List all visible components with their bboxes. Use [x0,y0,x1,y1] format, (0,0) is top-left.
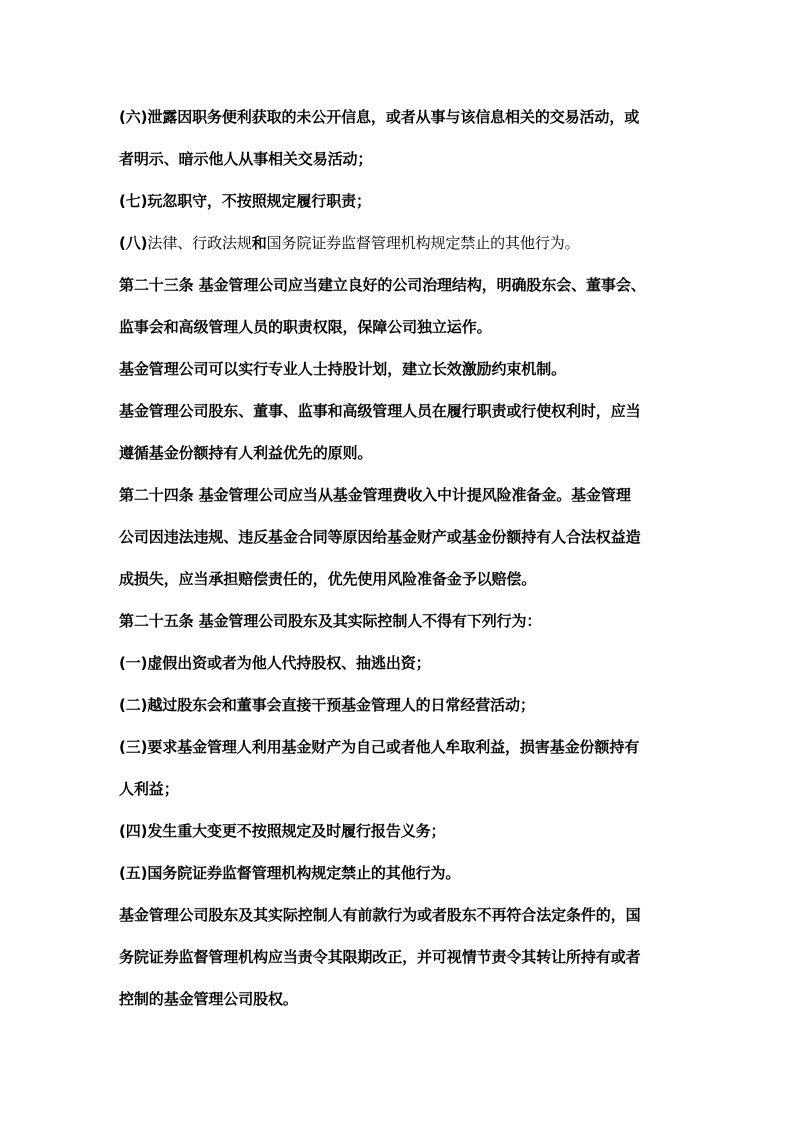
text-line: (五)国务院证券监督管理机构规定禁止的其他行为。 [119,864,461,882]
article-heading-line: 第二十四条 基金管理公司应当从基金管理费收入中计提风险准备金。基金管理 [119,486,631,504]
text-line: 务院证券监督管理机构应当责令其限期改正，并可视情节责令其转让所持有或者 [119,948,641,966]
text-line: (二)越过股东会和董事会直接干预基金管理人的日常经营活动； [119,696,535,714]
text-line: 监事会和高级管理人员的职责权限，保障公司独立运作。 [119,318,492,336]
text-line: 成损失，应当承担赔偿责任的，优先使用风险准备金予以赔偿。 [119,570,537,588]
text-segment: 国务院证券监督管理机构规定禁止的其他行为。 [266,234,580,252]
text-line: (七)玩忽职守，不按照规定履行职责； [119,192,371,210]
text-line: (一)虚假出资或者为他人代持股权、抽逃出资； [119,654,431,672]
document-body [119,104,675,1028]
text-segment: 法律、行政法规 [147,234,252,252]
text-segment-bold: 和 [251,234,267,252]
text-line: 控制的基金管理公司股权。 [119,990,298,1008]
text-line: 基金管理公司股东及其实际控制人有前款行为或者股东不再符合法定条件的，国 [119,906,641,924]
text-line: 人利益； [119,780,179,798]
text-line: (四)发生重大变更不按照规定及时履行报告义务； [119,822,446,840]
text-line: 公司因违法违规、违反基金合同等原因给基金财产或基金份额持有人合法权益造 [119,528,641,546]
article-heading-line: 第二十五条 基金管理公司股东及其实际控制人不得有下列行为： [119,612,542,630]
text-line: 者明示、暗示他人从事相关交易活动； [119,150,373,168]
text-line: 遵循基金份额持有人利益优先的原则。 [119,444,373,462]
text-line: (三)要求基金管理人利用基金财产为自己或者他人牟取利益，损害基金份额持有 [119,738,640,756]
text-line-mixed [119,230,675,257]
text-line: (六)泄露因职务便利获取的未公开信息，或者从事与该信息相关的交易活动，或 [119,108,640,126]
text-line: 基金管理公司股东、董事、监事和高级管理人员在履行职责或行使权利时，应当 [119,402,641,420]
text-line: 基金管理公司可以实行专业人士持股计划，建立长效激励约束机制。 [119,360,567,378]
text-segment-bold: (八) [119,234,148,252]
article-heading-line: 第二十三条 基金管理公司应当建立良好的公司治理结构，明确股东会、董事会、 [119,276,646,294]
